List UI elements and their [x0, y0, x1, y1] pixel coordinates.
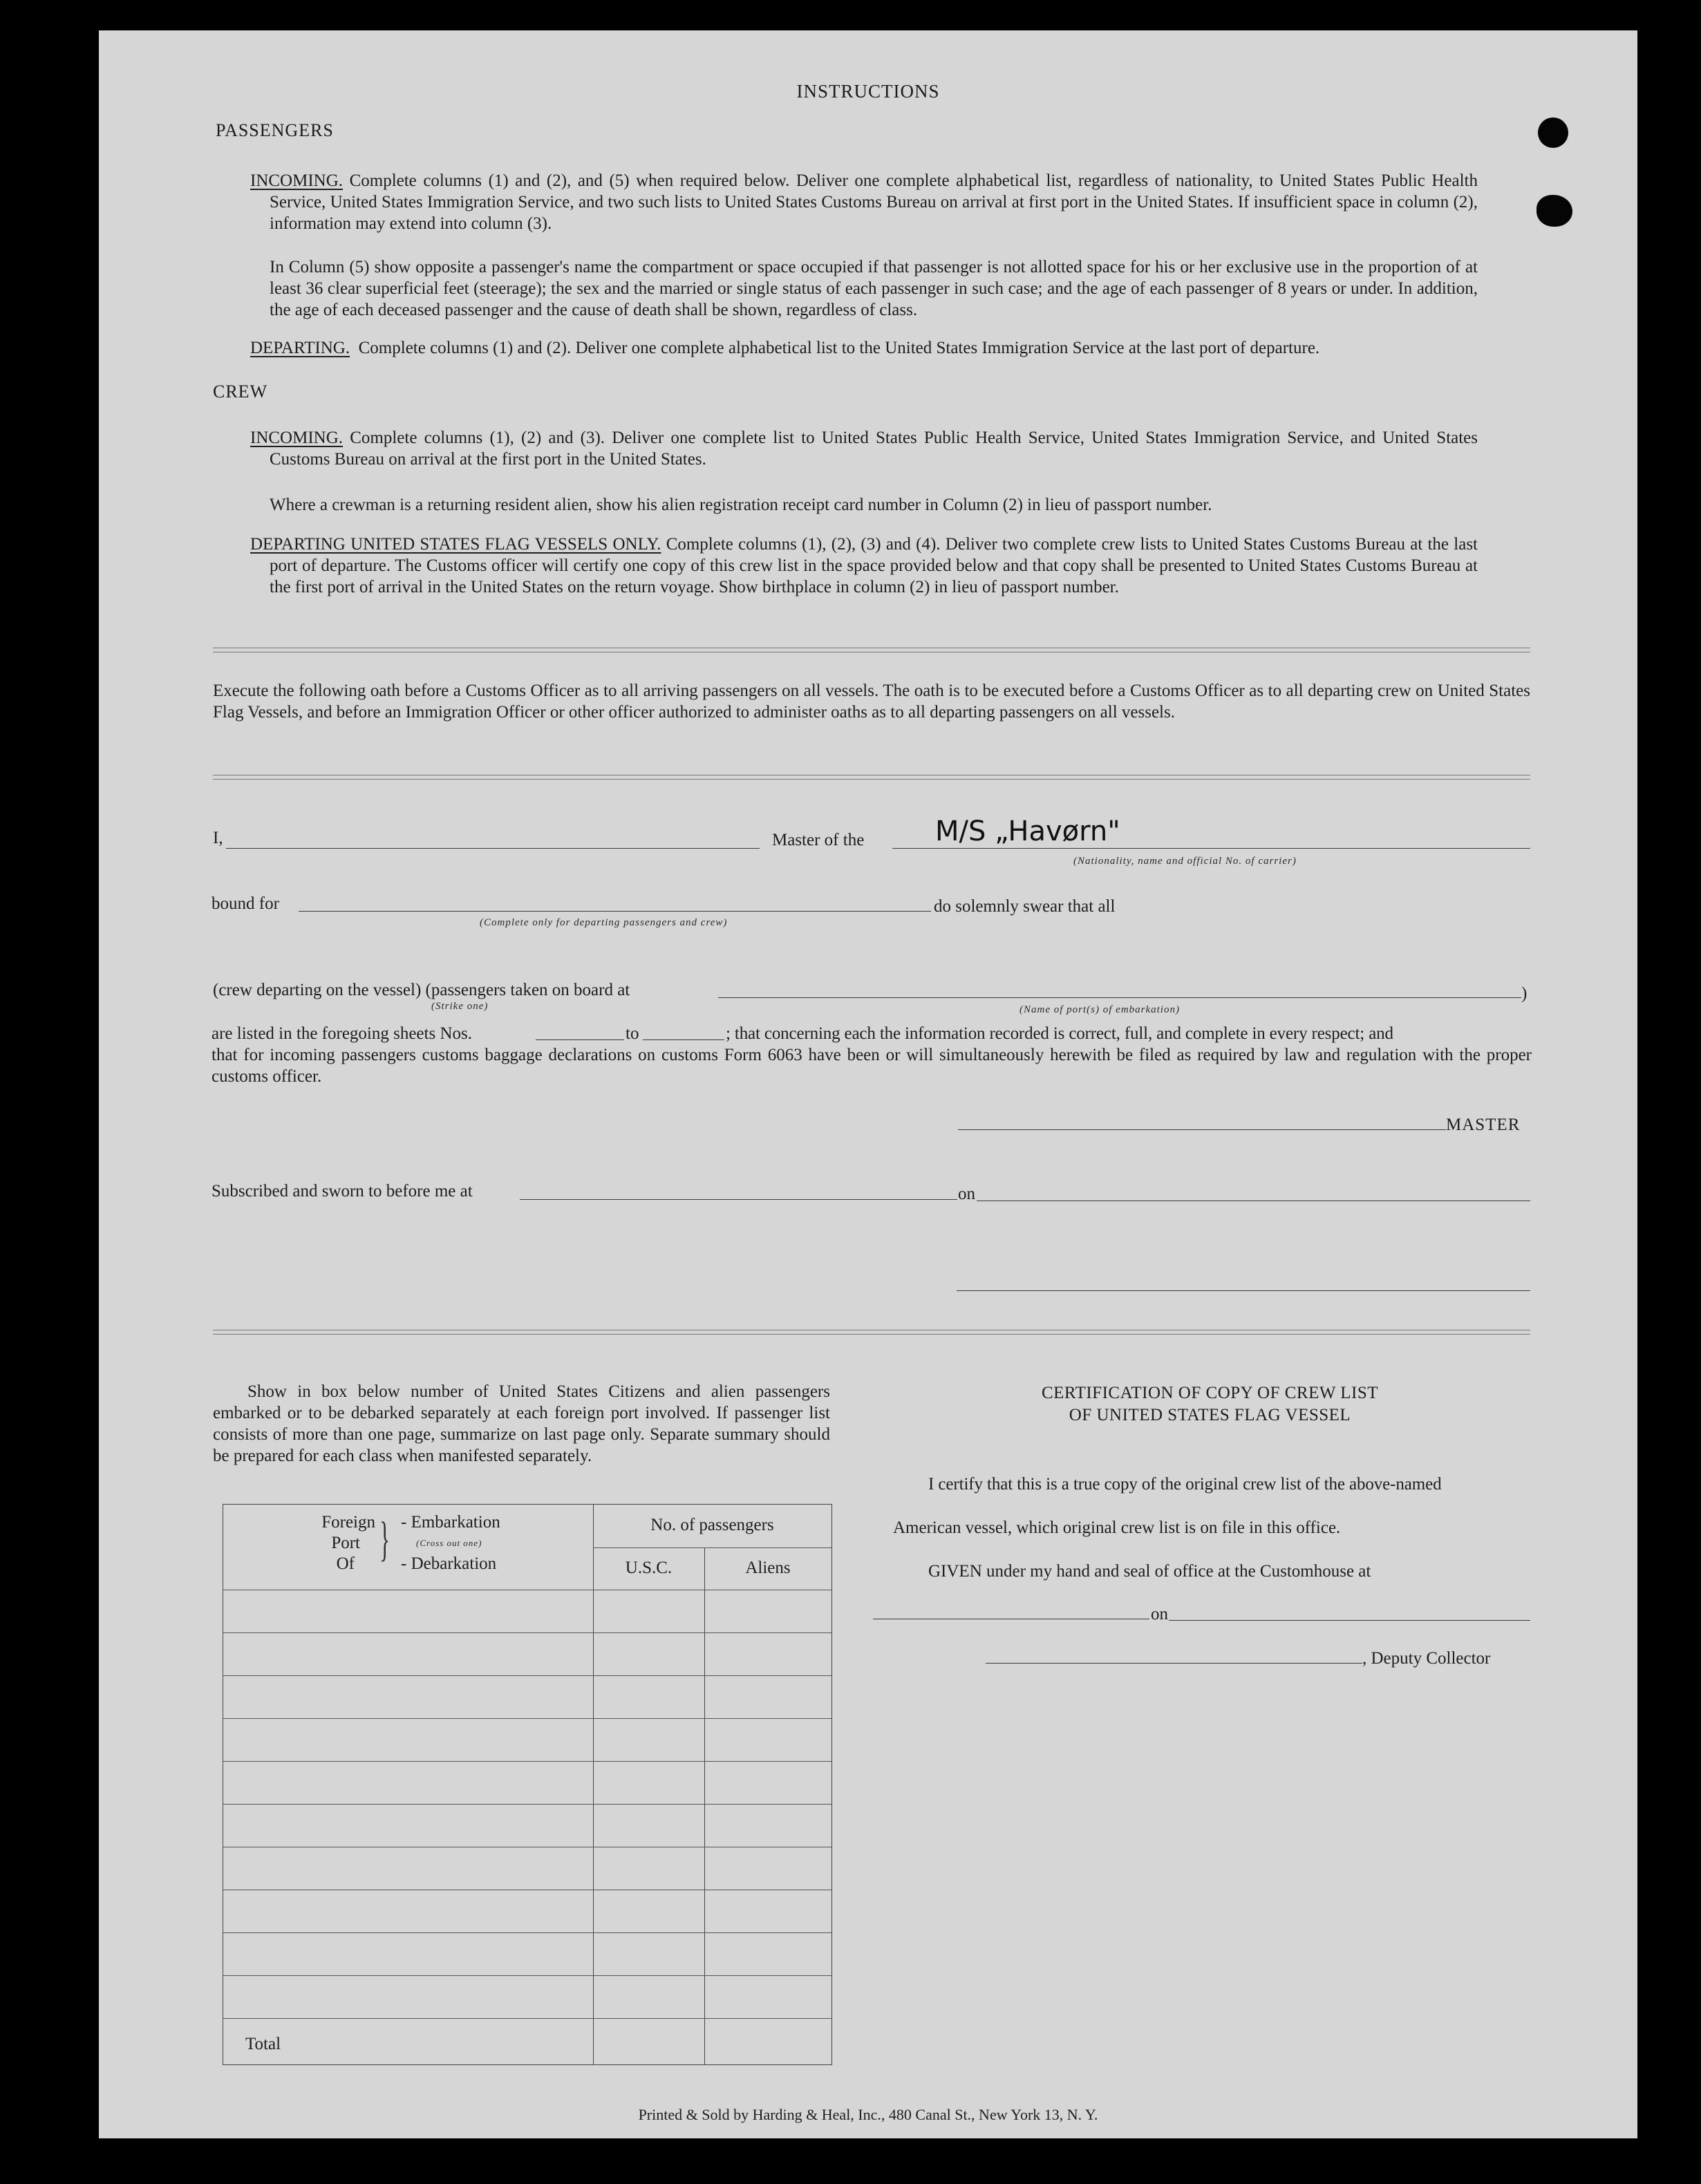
listed-rest: that for incoming passengers customs baggage declarations on customs Form 6063 have been or will simultaneously herewith be filed as required by law and regulation with the proper customs officer. — [212, 1046, 1532, 1086]
instructions-title: INSTRUCTIONS — [796, 81, 940, 102]
crew-departing-text: Complete columns (1), (2), (3) and (4). Deliver two complete crew lists to United States Customs Bureau at the last port of departure. The Customs officer will certify one copy of this crew list in the space provided below and that copy shall be presented to United States Customs Bureau at the first port of arrival in the United States on the return voyage. Show birthplace in column (2) in lieu of passport number. — [270, 535, 1478, 596]
crew-passengers-label: (crew departing on the vessel) (passengers taken on board at — [213, 981, 630, 999]
vessel-handwritten: M/S „Havørn" — [935, 816, 1120, 847]
subscribed-on-label: on — [958, 1185, 975, 1203]
col-cross-out: (Cross out one) — [416, 1538, 482, 1548]
close-paren: ) — [1521, 984, 1528, 1003]
divider-2 — [213, 775, 1530, 780]
incoming-label: INCOMING. — [250, 171, 344, 190]
passengers-departing-paragraph — [250, 337, 1481, 359]
sheet-to-field[interactable] — [643, 1039, 724, 1040]
embarkation-port-field[interactable] — [718, 997, 1521, 998]
subscribed-place-field[interactable] — [520, 1199, 957, 1200]
listed-label-2: ; that concerning each the information recorded is correct, full, and complete in every respect; and — [726, 1024, 1393, 1043]
listed-to-label: to — [626, 1024, 639, 1043]
col-embarkation: - Embarkation — [401, 1513, 500, 1532]
form-page — [99, 30, 1637, 2138]
column5-paragraph: In Column (5) show opposite a passenger's name the compartment or space occupied if that passenger is not allotted space for his or her exclusive use in the proportion of at least 36 clear superficial feet (steerage); the sex and the married or single status of each passenger in such case; and the age of each passenger of 8 years or under. In addition, the age of each deceased passenger and the cause of death shall be shown, regardless of class. — [270, 258, 1478, 319]
master-of-the-label: Master of the — [772, 831, 865, 849]
departing-label: DEPARTING. — [250, 339, 350, 357]
port-caption: (Name of port(s) of embarkation) — [1019, 1004, 1180, 1015]
subscribed-label: Subscribed and sworn to before me at — [212, 1182, 473, 1201]
certification-line-2: American vessel, which original crew list is on file in this office. — [893, 1518, 1341, 1537]
crew-heading: CREW — [213, 382, 268, 402]
certification-on-label: on — [1151, 1605, 1168, 1623]
oath-i-label: I, — [213, 829, 223, 847]
divider-1 — [213, 648, 1530, 652]
oath-intro: Execute the following oath before a Customs Officer as to all arriving passengers on all vessels. The oath is to be executed before a Customs Officer as to all departing crew on United States Flag Vessels, and before an Immigration Officer or other officer authorized to administer oaths as to all departing passengers on all vessels. — [213, 681, 1530, 722]
officer-signature-field[interactable] — [957, 1290, 1530, 1291]
incoming-text: Complete columns (1) and (2), and (5) when required below. Deliver one complete alphabetical list, regardless of nationality, to United States Public Health Service, United States Immigration Service, and two such lists to United States Customs Bureau on arrival at first port in the United States. If insufficient space in column (2), information may extend into column (3). — [270, 171, 1478, 233]
solemnly-label: do solemnly swear that all — [934, 897, 1116, 916]
col-usc: U.S.C. — [625, 1559, 673, 1577]
brace-glyph: } — [379, 1513, 391, 1566]
bound-for-field[interactable] — [299, 911, 931, 912]
master-label: MASTER — [1446, 1115, 1521, 1134]
deputy-collector-label: , Deputy Collector — [1362, 1649, 1491, 1668]
passengers-heading: PASSENGERS — [216, 120, 334, 140]
strike-one-caption: (Strike one) — [431, 1001, 489, 1012]
certification-line-3: GIVEN under my hand and seal of office at the Customhouse at — [928, 1562, 1371, 1581]
passengers-incoming-paragraph — [250, 170, 1478, 234]
vessel-field[interactable] — [892, 848, 1530, 849]
crew-resident-paragraph: Where a crewman is a returning resident alien, show his alien registration receipt card number in Column (2) in lieu of passport number. — [270, 496, 1212, 514]
col-aliens: Aliens — [745, 1559, 791, 1577]
punch-hole-middle — [1536, 195, 1572, 227]
col-port: Port — [331, 1534, 360, 1552]
listed-label-1: are listed in the foregoing sheets Nos. — [212, 1024, 472, 1043]
crew-incoming-paragraph — [250, 427, 1478, 470]
bound-for-caption: (Complete only for departing passengers and crew) — [480, 917, 728, 928]
crew-incoming-text: Complete columns (1), (2) and (3). Deliver one complete list to United States Public Health Service, United States Immigration Service, and United States Customs Bureau on arrival at the first port in the United States. — [270, 429, 1478, 469]
crew-departing-label: DEPARTING UNITED STATES FLAG VESSELS ONLY. — [250, 535, 661, 554]
vessel-caption: (Nationality, name and official No. of carrier) — [1073, 856, 1297, 867]
col-of: Of — [336, 1554, 355, 1573]
certification-title-2: OF UNITED STATES FLAG VESSEL — [1069, 1406, 1351, 1424]
master-signature-field[interactable] — [958, 1129, 1446, 1130]
deputy-signature-field[interactable] — [986, 1663, 1362, 1664]
col-foreign: Foreign — [321, 1513, 375, 1532]
col-no-passengers: No. of passengers — [650, 1516, 774, 1534]
punch-hole-top — [1538, 117, 1568, 148]
total-label: Total — [245, 2035, 281, 2053]
crew-incoming-label: INCOMING. — [250, 429, 344, 447]
certification-line-1: I certify that this is a true copy of the original crew list of the above-named — [928, 1475, 1442, 1494]
col-debarkation: - Debarkation — [401, 1554, 497, 1573]
crew-departing-paragraph — [250, 534, 1478, 598]
divider-3 — [213, 1330, 1530, 1335]
summary-text: Show in box below number of United States Citizens and alien passengers embarked or to be debarked separately at each foreign port involved. If passenger list consists of more than one page, summarize on last page only. Separate summary should be prepared for each class when manifested separately. — [213, 1382, 830, 1465]
passenger-summary-table — [223, 1504, 832, 2065]
certification-date-field[interactable] — [1169, 1620, 1530, 1621]
departing-text: Complete columns (1) and (2). Deliver one complete alphabetical list to the United States Immigration Service at the last port of departure. — [358, 339, 1320, 357]
master-name-field[interactable] — [226, 848, 760, 849]
sheet-from-field[interactable] — [536, 1039, 624, 1040]
bound-for-label: bound for — [212, 894, 279, 913]
printer-footer: Printed & Sold by Harding & Heal, Inc., 480 Canal St., New York 13, N. Y. — [638, 2106, 1098, 2123]
certification-title-1: CERTIFICATION OF COPY OF CREW LIST — [1041, 1384, 1379, 1402]
